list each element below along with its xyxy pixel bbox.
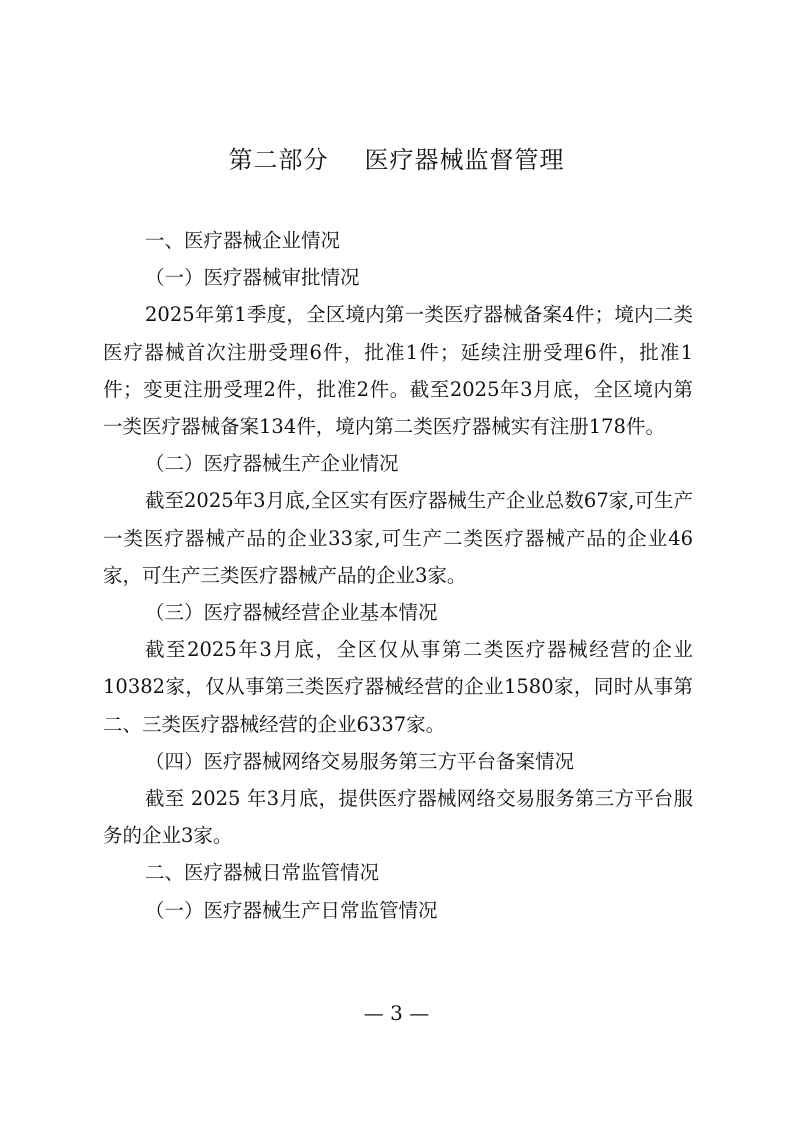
subsection-heading: （一）医疗器械审批情况 — [145, 266, 360, 290]
subsection-heading: （三）医疗器械经营企业基本情况 — [145, 601, 438, 625]
title-part: 第二部分 — [228, 146, 329, 174]
body-paragraph: 2025年第1季度，全区境内第一类医疗器械备案4件；境内二类医疗器械首次注册受理6件，批准1件；延续注册受理6件，批准1件；变更注册受理2件，批准2件。截至2025年3月底，全区境内第一类医疗器械备案134件，境内第二类医疗器械实有注册178件。 — [103, 303, 693, 439]
page-title — [0, 140, 793, 180]
body-paragraph: 截至2025年3月底,全区实有医疗器械生产企业总数67家,可生产一类医疗器械产品的企业33家,可生产二类医疗器械产品的企业46家，可生产三类医疗器械产品的企业3家。 — [103, 489, 693, 587]
body-paragraph: 截至 2025 年3月底，提供医疗器械网络交易服务第三方平台服务的企业3家。 — [103, 787, 693, 848]
subsection-heading: （二）医疗器械生产企业情况 — [145, 452, 399, 476]
subsection-heading: （一）医疗器械生产日常监管情况 — [145, 898, 438, 922]
body-paragraph: 截至2025年3月底，全区仅从事第二类医疗器械经营的企业10382家，仅从事第三类医疗器械经营的企业1580家，同时从事第二、三类医疗器械经营的企业6337家。 — [103, 638, 693, 736]
section-heading: 一、医疗器械企业情况 — [145, 229, 341, 252]
document-body — [103, 222, 693, 929]
section-heading: 二、医疗器械日常监管情况 — [145, 861, 380, 885]
subsection-heading: （四）医疗器械网络交易服务第三方平台备案情况 — [145, 749, 575, 773]
title-subject: 医疗器械监督管理 — [364, 146, 565, 174]
page-number: — 3 — — [363, 1001, 430, 1025]
